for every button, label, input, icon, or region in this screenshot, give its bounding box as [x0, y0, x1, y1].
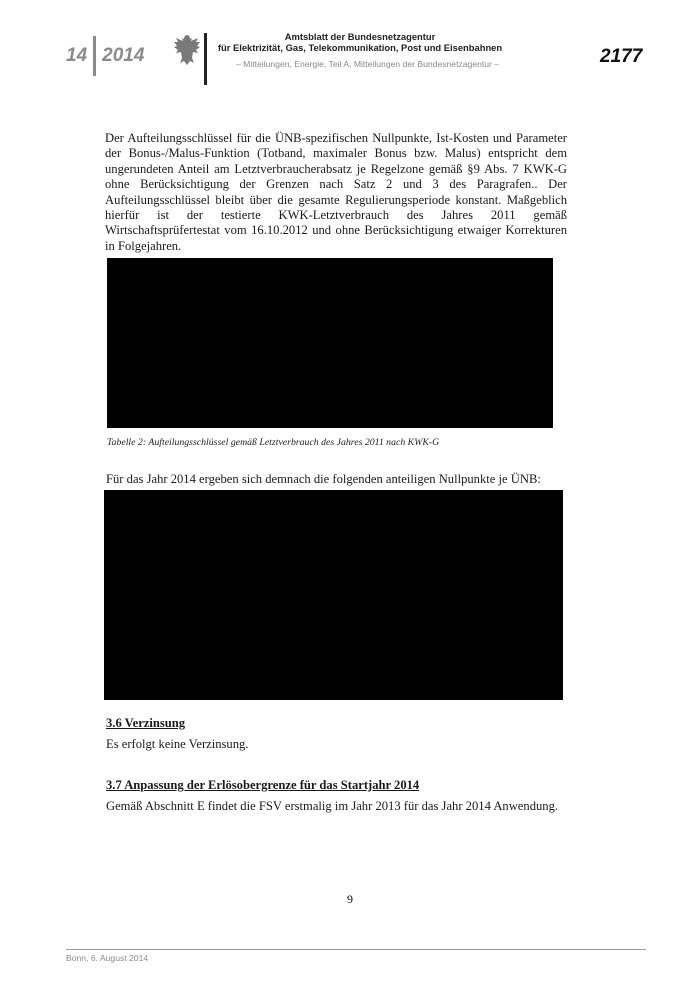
gazette-title-line2: für Elektrizität, Gas, Telekommunikation, Post und Eisenbahnen — [217, 42, 503, 53]
footer-divider — [66, 949, 646, 950]
gazette-title — [210, 31, 510, 53]
issue-separator — [93, 36, 96, 76]
page-number: 2177 — [600, 46, 643, 67]
header-divider — [204, 33, 207, 85]
issue-label — [66, 36, 144, 76]
section-3-7-text: Gemäß Abschnitt E findet die FSV erstmalig im Jahr 2013 für das Jahr 2014 Anwendung. — [106, 799, 559, 813]
redacted-table-1 — [107, 258, 553, 428]
gazette-subtitle: – Mitteilungen, Energie, Teil A, Mitteilungen der Bundesnetzagentur – — [236, 59, 500, 69]
section-3-7-heading: 3.7 Anpassung der Erlösobergrenze für das Startjahr 2014 — [106, 778, 420, 792]
footer-place-date: Bonn, 6. August 2014 — [66, 953, 149, 963]
body-paragraph: Der Aufteilungsschlüssel für die ÜNB-spezifischen Nullpunkte, Ist-Kosten und Parameter der Bonus-/Malus-Funktion (Totband, maximaler Bonus bzw. Malus) entspricht dem ungerundeten Anteil am Letztverbraucherabsatz je Regelzone gemäß §9 Abs. 7 KWK-G ohne Berücksichtigung der Grenzen nach Satz 2 und 3 des Paragrafen.. Der Aufteilungsschlüssel bleibt über die gesamte Regulierungsperiode konstant. Maßgeblich hierfür ist der testierte KWK-Letztverbrauch des Jahres 2011 gemäß Wirtschaftsprüfertestat vom 16.10.2012 und ohne Berücksichtigung etwaiger Korrekturen in Folgejahren. — [105, 131, 567, 253]
federal-eagle-icon — [172, 32, 202, 68]
section-3-6-text: Es erfolgt keine Verzinsung. — [106, 737, 249, 751]
document-page-number: 9 — [347, 892, 353, 906]
issue-year: 2014 — [102, 45, 145, 66]
issue-number: 14 — [66, 45, 88, 66]
table-caption: Tabelle 2: Aufteilungsschlüssel gemäß Letztverbrauch des Jahres 2011 nach KWK-G — [107, 437, 440, 448]
section-3-6-heading: 3.6 Verzinsung — [106, 716, 186, 730]
intro-2014-text: Für das Jahr 2014 ergeben sich demnach die folgenden anteiligen Nullpunkte je ÜNB: — [106, 472, 541, 486]
redacted-table-2 — [104, 490, 563, 700]
gazette-title-line1: Amtsblatt der Bundesnetzagentur — [284, 31, 436, 42]
